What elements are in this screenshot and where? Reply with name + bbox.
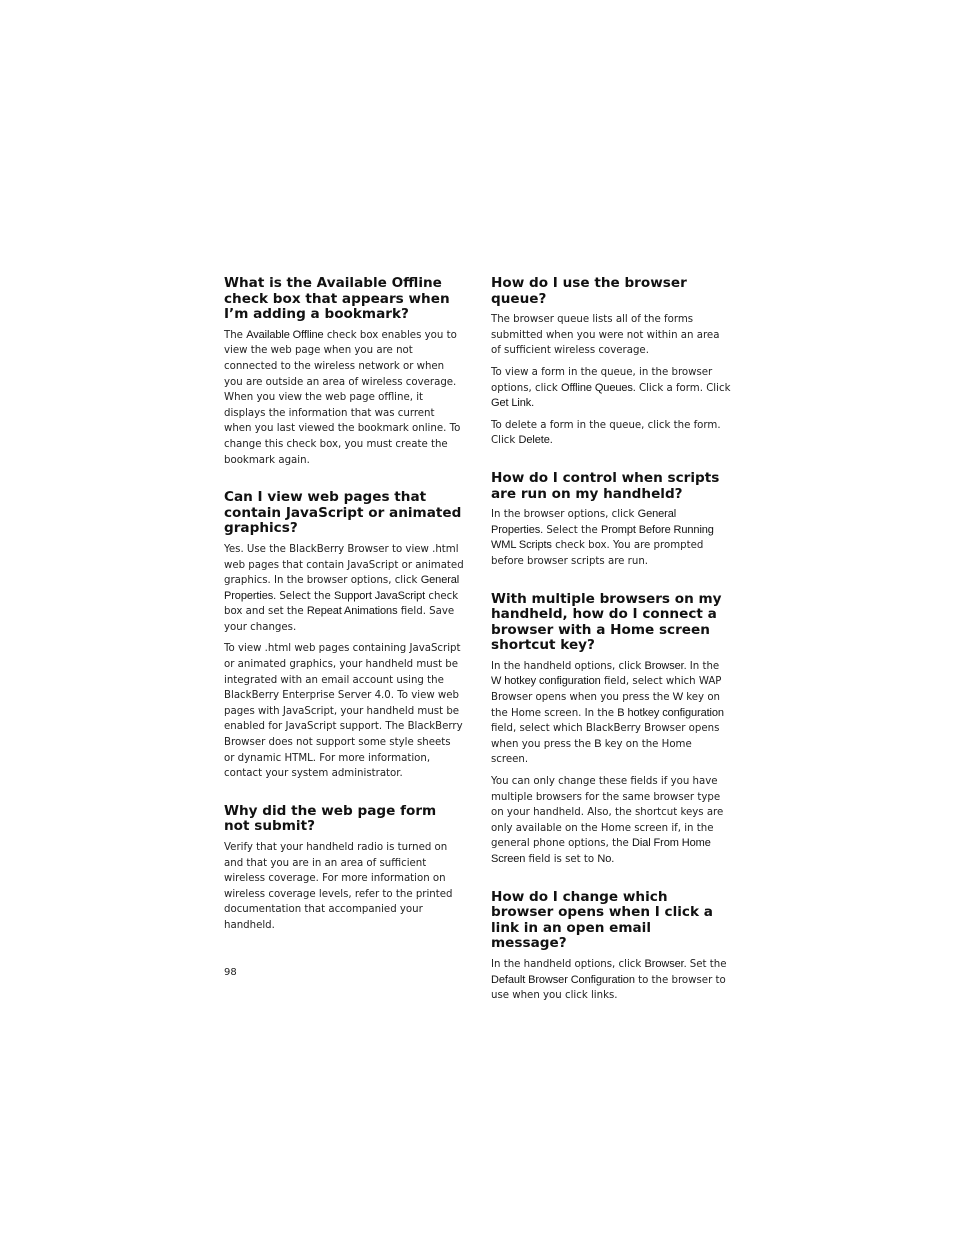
heading-available-offline: What is the Available Offline check box that appears when I’m adding a bookmark? <box>224 275 450 323</box>
ui-term-support-javascript: Support JavaScript <box>333 589 426 602</box>
ui-term-w-key: W <box>672 691 684 704</box>
ui-term-browser: Browser. <box>644 659 687 672</box>
heading-link-browser: How do I change which browser opens when I click a link in an open email message? <box>491 888 713 952</box>
paragraph-multiple-browsers-1: In the handheld options, click Browser. In the W hotkey configuration field, select which WAP Browser opens when you press the W key on the Home screen. In the B hotkey configuration field, select which BlackBerry Browser opens when you press the B key on the Home screen. <box>491 659 724 766</box>
paragraph-scripts: In the browser options, click General Properties. Select the Prompt Before Running WML Scripts check box. You are prompted before browser scripts are run. <box>491 508 714 567</box>
paragraph-queue-3: To delete a form in the queue, click the form. Click Delete. <box>491 419 721 447</box>
ui-term-w-hotkey-configuration: W hotkey configuration <box>491 675 601 688</box>
heading-scripts: How do I control when scripts are run on my handheld? <box>491 469 720 502</box>
heading-browser-queue: How do I use the browser queue? <box>491 275 687 307</box>
paragraph-queue-1: The browser queue lists all of the forms submitted when you were not within an area of sufficient wireless coverage. <box>491 314 720 357</box>
ui-term-available-offline: Available Offline <box>246 328 324 341</box>
paragraph-javascript-1: Yes. Use the BlackBerry Browser to view .html web pages that contain JavaScript or animated graphics. In the browser options, click General Properties. Select the Support JavaScript check box and set the Repeat Animations field. Save your changes. <box>224 543 464 633</box>
right-column <box>491 276 731 1026</box>
section-link-browser <box>491 890 731 1004</box>
paragraph-available-offline: The Available Offline check box enables you to view the web page when you are not connected to the wireless network or when you are outside an area of wireless coverage. When you view the web page offline, it displays the information that was current when you last viewed the bookmark online. To change this check box, you must create the bookmark again. <box>224 328 461 466</box>
ui-term-prompt-wml-scripts: Prompt Before Running WML Scripts <box>491 523 714 552</box>
ui-term-b-hotkey-configuration: B hotkey configuration <box>617 706 724 719</box>
paragraph-multiple-browsers-2: You can only change these fields if you have multiple browsers for the same browser type on your handheld. Also, the shortcut keys are only available on the Home screen if, in the general phone options, the Dial From Home Screen field is set to No. <box>491 776 724 865</box>
ui-term-dial-from-home-screen: Dial From Home Screen <box>491 837 711 865</box>
paragraph-queue-2: To view a form in the queue, in the browser options, click Offline Queues. Click a form. Click Get Link. <box>491 366 731 410</box>
paragraph-javascript-2: To view .html web pages containing JavaScript or animated graphics, your handheld must be integrated with an email account using the BlackBerry Enterprise Server 4.0. To view web pages with JavaScript, your handheld must be enabled for JavaScript support. The BlackBerry Browser does not support some style sheets or dynamic HTML. For more information, contact your system administrator. <box>224 643 463 780</box>
ui-term-repeat-animations: Repeat Animations <box>306 605 398 618</box>
ui-term-get-link: Get Link. <box>491 397 535 410</box>
section-javascript <box>224 490 464 782</box>
ui-term-general-properties: General Properties. <box>491 508 677 536</box>
ui-term-browser: Browser. <box>644 957 687 970</box>
section-multiple-browsers <box>491 592 731 868</box>
ui-term-offline-queues: Offline Queues. <box>561 381 636 394</box>
paragraph-link-browser: In the handheld options, click Browser. Set the Default Browser Configuration to the browser to use when you click links. <box>491 957 727 1002</box>
left-column <box>224 276 464 956</box>
ui-term-delete: Delete. <box>518 434 553 447</box>
page-number: 98 <box>224 967 237 978</box>
ui-term-general-properties: General Properties. <box>224 574 460 602</box>
paragraph-form-submit: Verify that your handheld radio is turned on and that you are in an area of sufficient wireless coverage. For more information on wireless coverage levels, refer to the printed documentation that accompanied your handheld. <box>224 842 453 931</box>
heading-form-submit: Why did the web page form not submit? <box>224 802 437 835</box>
ui-term-no: No. <box>597 853 615 865</box>
heading-multiple-browsers: With multiple browsers on my handheld, how do I connect a browser with a Home screen shortcut key? <box>491 590 722 654</box>
ui-term-default-browser-configuration: Default Browser Configuration <box>491 973 635 986</box>
section-scripts <box>491 471 731 570</box>
section-form-submit <box>224 804 464 934</box>
heading-javascript: Can I view web pages that contain JavaScript or animated graphics? <box>224 489 462 537</box>
section-browser-queue <box>491 276 731 449</box>
ui-term-b-key: B <box>594 737 602 750</box>
section-available-offline <box>224 276 464 468</box>
